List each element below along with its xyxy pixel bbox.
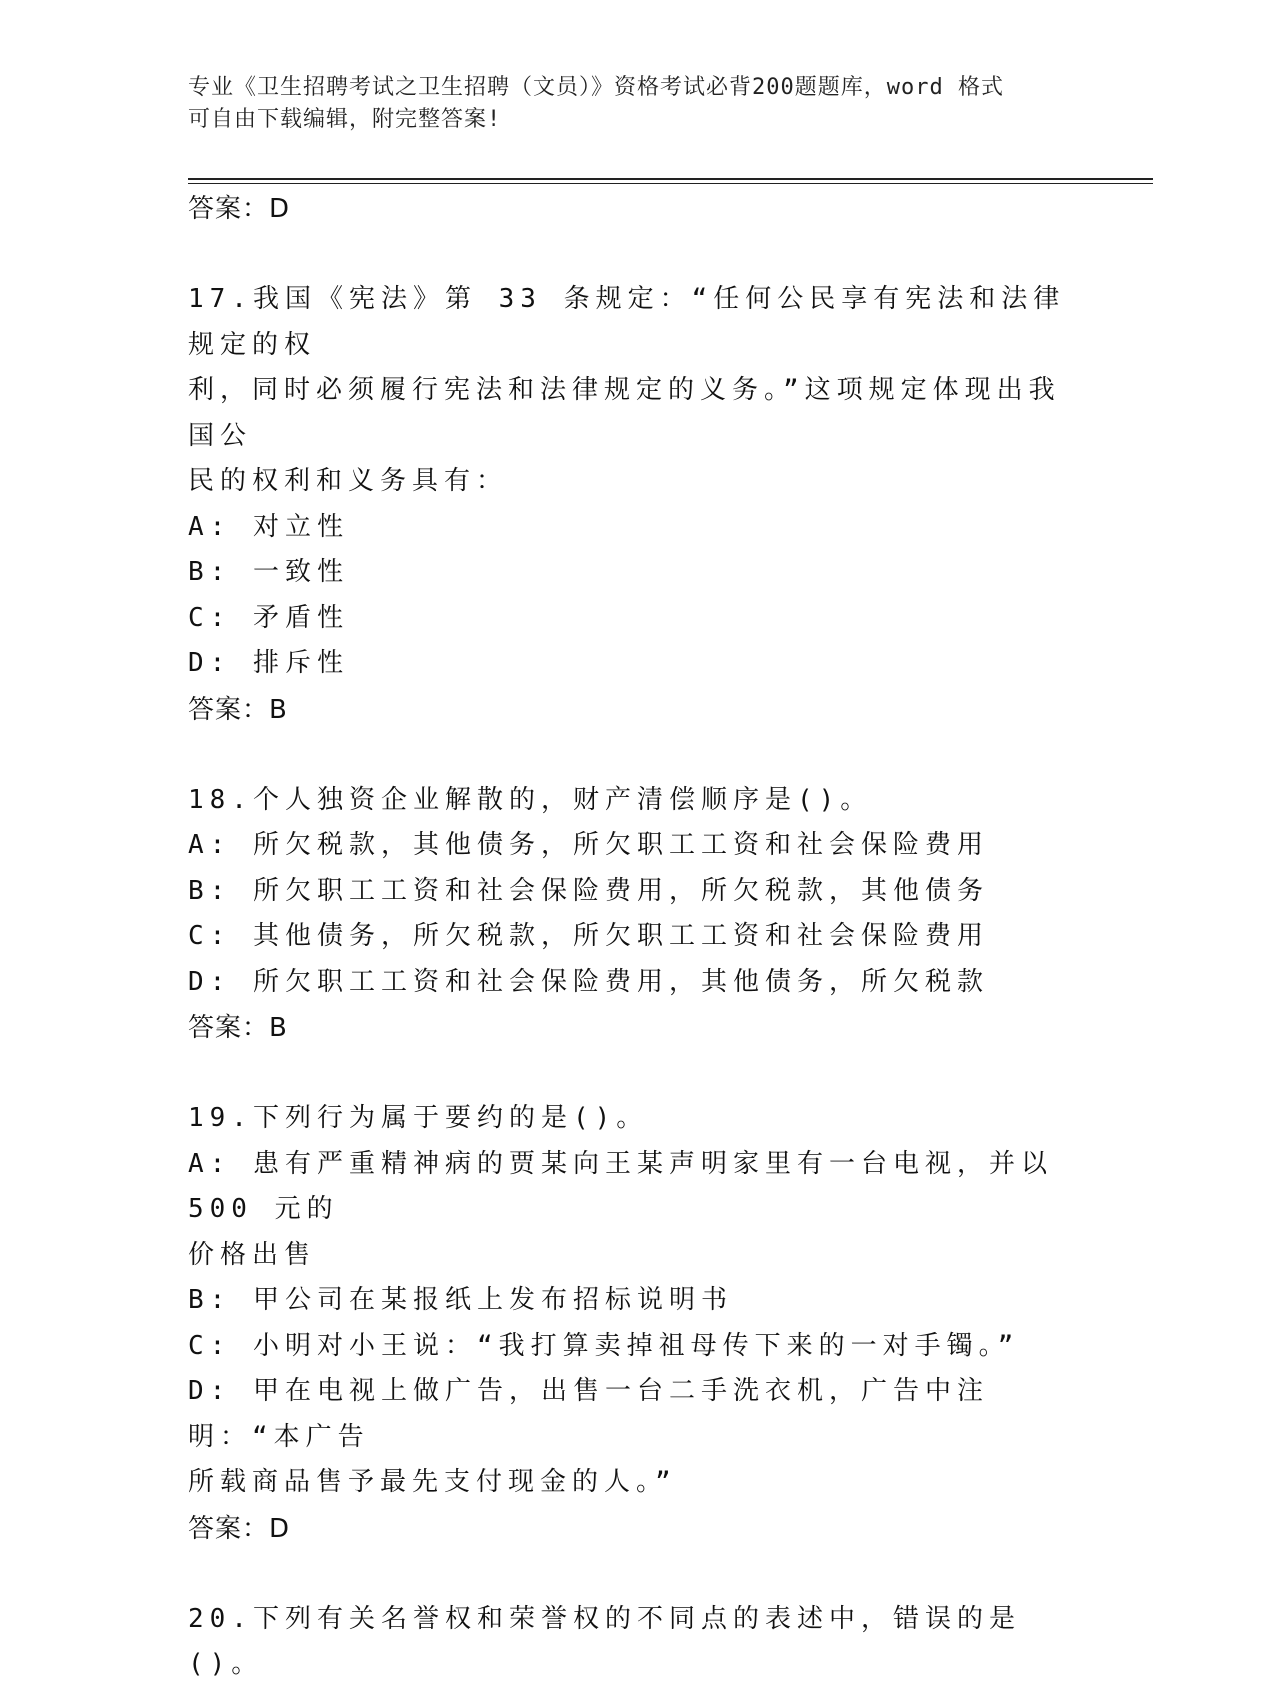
header-divider-thick <box>188 178 1153 180</box>
option-d: D: 甲在电视上做广告，出售一台二手洗衣机，广告中注明：“本广告 <box>188 1376 989 1452</box>
question-text: 17.我国《宪法》第 33 条规定：“任何公民享有宪法和法律规定的权 <box>188 284 1066 360</box>
answer-line: 答案：D <box>188 194 291 224</box>
option-a-continued: 价格出售 <box>188 1239 317 1270</box>
option-c: C: 矛盾性 <box>188 602 349 633</box>
question-text: 18.个人独资企业解散的，财产清偿顺序是()。 <box>188 784 873 815</box>
header-divider-thin <box>188 183 1153 184</box>
option-a: A: 所欠税款，其他债务，所欠职工工资和社会保险费用 <box>188 830 989 860</box>
spacer <box>188 1552 1088 1597</box>
question-20 <box>188 1597 1088 1688</box>
answer-line: 答案：D <box>188 1513 291 1544</box>
spacer <box>188 1051 1088 1096</box>
option-a: A: 对立性 <box>188 511 349 542</box>
question-17 <box>188 277 1088 733</box>
spacer <box>188 733 1088 778</box>
question-text: 利，同时必须履行宪法和法律规定的义务。”这项规定体现出我国公 <box>188 375 1061 451</box>
option-d-continued: 所载商品售予最先支付现金的人。” <box>188 1467 677 1497</box>
option-b: B: 所欠职工工资和社会保险费用，所欠税款，其他债务 <box>188 875 989 906</box>
option-b: B: 一致性 <box>188 557 349 587</box>
answer-line: 答案：B <box>188 1013 288 1043</box>
option-d: D: 排斥性 <box>188 648 349 678</box>
answer-line: 答案：B <box>188 694 288 725</box>
header-line-1: 专业《卫生招聘考试之卫生招聘（文员）》资格考试必背200题题库，word 格式 <box>188 75 1004 100</box>
spacer <box>188 232 1088 277</box>
header-line-2: 可自由下载编辑，附完整答案! <box>188 107 502 132</box>
question-text: 民的权利和义务具有： <box>188 466 509 496</box>
option-d: D: 所欠职工工资和社会保险费用，其他债务，所欠税款 <box>188 966 989 997</box>
option-c: C: 其他债务，所欠税款，所欠职工工资和社会保险费用 <box>188 921 989 951</box>
option-a: A: 患有严重精神病的贾某向王某声明家里有一台电视，并以 500 元的 <box>188 1148 1053 1224</box>
question-text: 20.下列有关名誉权和荣誉权的不同点的表述中，错误的是()。 <box>188 1603 1021 1679</box>
option-b: B: 甲公司在某报纸上发布招标说明书 <box>188 1285 733 1315</box>
question-text: 19.下列行为属于要约的是()。 <box>188 1103 649 1133</box>
question-18 <box>188 778 1088 1052</box>
page-header <box>188 72 1068 136</box>
question-19 <box>188 1096 1088 1552</box>
question-list <box>188 186 1088 1688</box>
option-c: C: 小明对小王说：“我打算卖掉祖母传下来的一对手镯。” <box>188 1330 1020 1361</box>
